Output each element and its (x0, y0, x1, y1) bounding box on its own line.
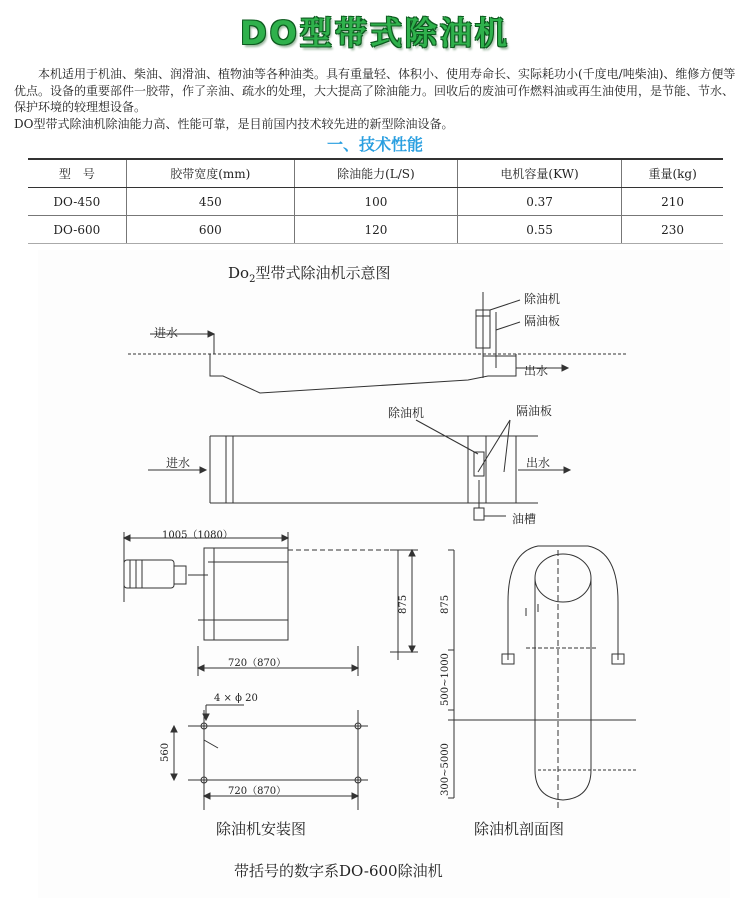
table-row (28, 188, 723, 216)
section-dim-300: 300~5000 (440, 743, 451, 796)
cell-motor: 0.37 (457, 188, 621, 216)
diagram-footnote: 带括号的数字系DO-600除油机 (234, 862, 443, 880)
install-caption: 除油机安装图 (216, 820, 307, 838)
cell-model: DO-450 (28, 188, 126, 216)
cell-motor: 0.55 (457, 216, 621, 244)
page-title: DO型带式除油机 (240, 14, 510, 52)
intro-paragraph-1: 本机适用于机油、柴油、润滑油、植物油等各种油类。具有重量轻、体积小、使用寿命长、实际耗功小(千度电/吨柴油)、维修方便等优点。设备的重要部件一胶带，作了亲油、疏水的处理，大大提高了除油能力。回收后的废油可作燃料油或再生油使用，是节能、节水、保护环境的较理想设备。 (14, 67, 736, 114)
cell-weight: 230 (622, 216, 723, 244)
cell-model: DO-600 (28, 216, 126, 244)
install-width-bottom: 720（870） (228, 786, 287, 797)
spec-header-row (28, 159, 723, 188)
header-model: 型 号 (28, 159, 126, 188)
side-view (128, 292, 626, 393)
header-capacity: 除油能力(L/S) (294, 159, 457, 188)
skimmer-diagram (38, 250, 730, 898)
side-skimmer-label: 除油机 (524, 292, 561, 306)
side-outlet-label: 出水 (524, 364, 549, 378)
diagram-title: $Do_2$型带式除油机示意图 (228, 264, 391, 285)
side-baffle-label: 隔油板 (524, 314, 561, 328)
header-weight: 重量(kg) (622, 159, 723, 188)
header-motor: 电机容量(KW) (457, 159, 621, 188)
cell-belt-width: 450 (126, 188, 294, 216)
plan-skimmer-label: 除油机 (388, 406, 425, 420)
spec-table (28, 158, 723, 244)
section-view (448, 546, 636, 810)
section-dim-875: 875 (440, 594, 451, 614)
install-hole-spacing: 560 (160, 742, 171, 762)
install-view (124, 532, 418, 810)
intro-text (14, 66, 739, 132)
header-belt-width: 胶带宽度(mm) (126, 159, 294, 188)
side-inlet-label: 进水 (154, 326, 179, 340)
cell-belt-width: 600 (126, 216, 294, 244)
install-height: 875 (398, 594, 409, 614)
section-dim-500: 500~1000 (440, 653, 451, 706)
install-holes: 4 × ϕ 20 (214, 693, 258, 704)
cell-capacity: 100 (294, 188, 457, 216)
cell-capacity: 120 (294, 216, 457, 244)
plan-trough-label: 油槽 (512, 512, 537, 526)
table-row (28, 216, 723, 244)
plan-inlet-label: 进水 (166, 456, 191, 470)
plan-view (148, 420, 570, 520)
cell-weight: 210 (622, 188, 723, 216)
install-width-mid: 720（870） (228, 658, 287, 669)
install-width-top: 1005（1080） (162, 530, 233, 541)
diagram-drawing (38, 250, 730, 898)
plan-outlet-label: 出水 (526, 456, 551, 470)
plan-baffle-label: 隔油板 (516, 404, 553, 418)
section-title: 一、技术性能 (326, 135, 423, 154)
section-caption: 除油机剖面图 (474, 820, 565, 838)
intro-paragraph-2: DO型带式除油机除油能力高、性能可靠，是目前国内技术较先进的新型除油设备。 (14, 116, 454, 131)
